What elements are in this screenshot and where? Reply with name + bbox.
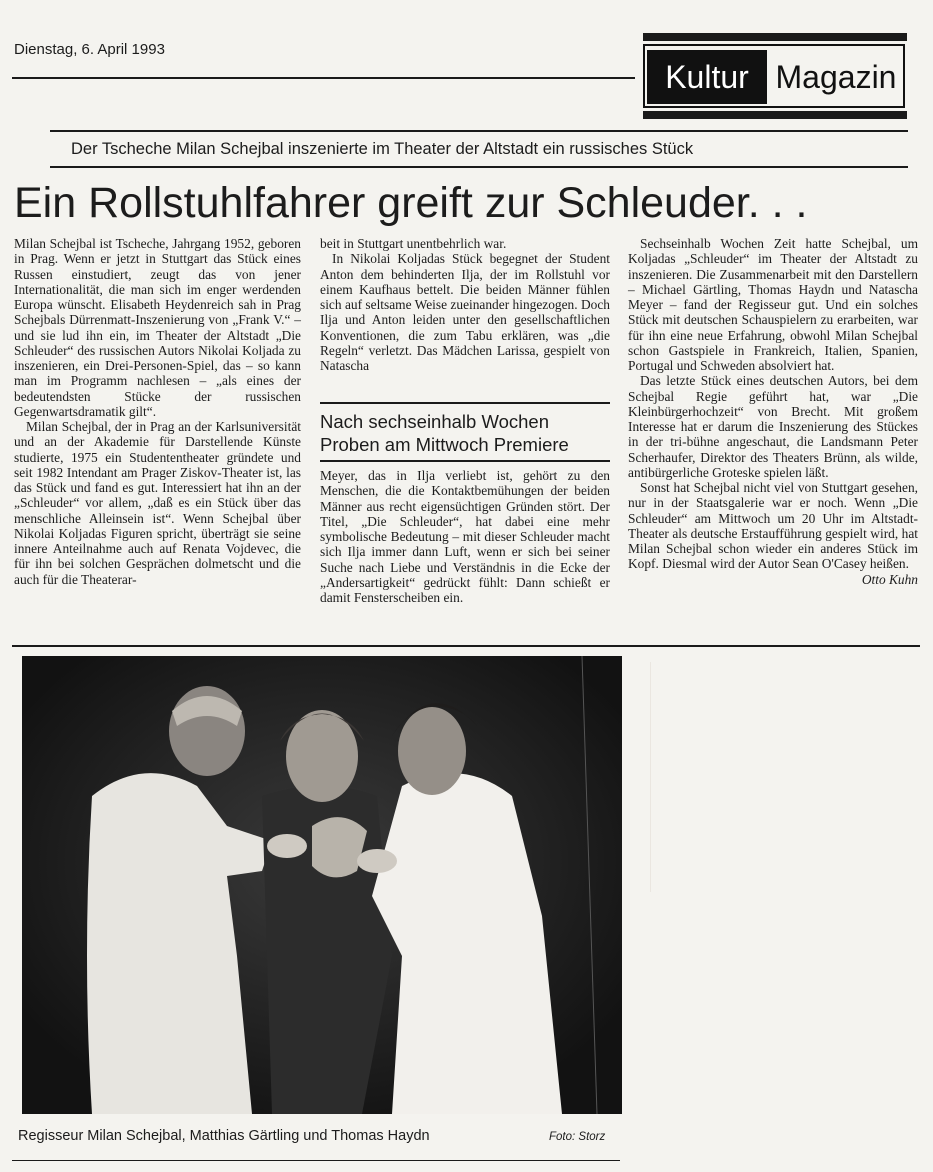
paragraph: Milan Schejbal ist Tscheche, Jahrgang 1952, geboren in Prag. Wenn er jetzt in Stuttgart das Stück eines Russen einstudiert, zeugt das von jener Internationalität, die man sich im enger werdenden Europa wünscht. Elisabeth Heydenreich sah in Prag Schejbals Dürrenmatt-Inszenierung von „Frank V.“ – und sie lud ihn ein, im Theater der Altstadt „Die Schleuder“ des russischen Autors Nikolai Koljada zu inszenieren, ein Drei-Personen-Spiel, das – so kann man im Programm nachlesen – „als eines der bedeutendsten Stücke der russischen Gegenwartsdramatik gilt“. [14, 236, 301, 419]
paragraph: Sechseinhalb Wochen Zeit hatte Schejbal, um Koljadas „Schleuder“ im Theater der Altstadt zu inszenieren. Die Zusammenarbeit mit den Darstellern – Michael Gärtling, Thomas Haydn und Natascha Meyer – fand der Regisseur gut. Und ein solches Stück mit deutschen Schauspielern zu erarbeiten, war für ihn eine neue Erfahrung, obwohl Milan Schejbal schon Gastspiele in Frankreich, Italien, Spanien, Portugal und Schweden absolviert hat. [628, 236, 918, 373]
paragraph: Sonst hat Schejbal nicht viel von Stuttgart gesehen, nur in der Staatsgalerie war er noch. Wenn „Die Schleuder“ am Mittwoch um 20 Uhr im Altstadt-Theater als deutsche Erstaufführung gespielt wird, hat Milan Schejbal schon wieder ein anderes Stück im Kopf. Diesmal wird der Autor Sean O'Casey heißen. [628, 480, 918, 572]
kicker-rule-top [50, 130, 908, 132]
section-logo [643, 44, 905, 108]
logo-magazin: Magazin [775, 59, 897, 95]
bleed-through-area [650, 662, 910, 892]
kicker-rule-bottom [50, 166, 908, 168]
footer-rule [12, 1160, 620, 1161]
subhead-rule-top [320, 402, 610, 404]
photo-illustration [22, 656, 622, 1114]
article-bottom-rule [12, 645, 920, 647]
headline: Ein Rollstuhlfahrer greift zur Schleuder. . . [14, 179, 808, 227]
photo-caption: Regisseur Milan Schejbal, Matthias Gärtling und Thomas Haydn [18, 1128, 430, 1144]
article-column-2 [320, 236, 610, 373]
paragraph: beit in Stuttgart unentbehrlich war. [320, 236, 507, 251]
article-column-1 [14, 236, 301, 587]
stage-photo [22, 656, 622, 1114]
photo-credit: Foto: Storz [549, 1131, 606, 1143]
issue-date: Dienstag, 6. April 1993 [14, 41, 165, 58]
logo-bar-top [643, 33, 907, 41]
article-kicker: Der Tscheche Milan Schejbal inszenierte im Theater der Altstadt ein russisches Stück [71, 140, 694, 158]
logo-bar-bottom [643, 111, 907, 119]
paragraph: In Nikolai Koljadas Stück begegnet der Student Anton dem behinderten Ilja, der im Rollstuhl vor einem Kaufhaus bettelt. Die beiden Männer fühlen sich auf seltsame Weise zueinander hingezogen. Doch Ilja und Anton leiden unter den gesellschaftlichen Konventionen, die zum Tabu erklären, was „die Regeln“ verletzt. Das Mädchen Larissa, gespielt von Natascha [320, 251, 610, 373]
subheading-line-1: Nach sechseinhalb Wochen [320, 411, 549, 432]
paragraph: Meyer, das in Ilja verliebt ist, gehört zu den Menschen, die die Kontaktbemühungen der beiden Männer aus recht eigensüchtigen Gründen stört. Der Titel, „Die Schleuder“, hat dabei eine mehr symbolische Bedeutung – mit dieser Schleuder macht sich Ilja immer dann Luft, wenn er sich bei seiner Suche nach Liebe und Verständnis in die Ecke der „Andersartigkeit“ gedrückt fühlt: Dann schießt er damit Fensterscheiben ein. [320, 468, 610, 605]
paragraph: Milan Schejbal, der in Prag an der Karlsuniversität und an der Akademie für Darstellende Künste studierte, 1975 ein Studententheater gründete und seit 1982 Intendant am Prager Ziskov-Theater ist, las das Stück und fand es gut. Interessiert hat ihn an der „Schleuder“ vor allem, „daß es ein Stück über das menschliche Alleinsein ist“. Wenn Schejbal über Nikolai Koljadas Figuren spricht, überträgt sie seine innere Anteilnahme auch auf Renata Vojdevec, die für ihn bei solchen Gesprächen dolmetscht und die auch für die Theaterar- [14, 419, 301, 587]
article-column-3 [628, 236, 918, 587]
header-rule [12, 77, 635, 79]
subheading-line-2: Proben am Mittwoch Premiere [320, 434, 569, 455]
article-column-2-continued [320, 468, 610, 605]
author-byline: Otto Kuhn [861, 571, 918, 587]
paragraph: Das letzte Stück eines deutschen Autors, bei dem Schejbal Regie geführt hat, war „Die Kleinbürgerhochzeit“ von Brecht. Mit großem Interesse hat er darum die Inszenierung des Stückes in der tri-bühne angeschaut, die Landsmann Peter Scherhaufer, Direktor des Theaters Brünn, als wilde, antibürgerliche Groteske spielen läßt. [628, 373, 918, 480]
logo-kultur: Kultur [647, 50, 767, 104]
subheading [320, 410, 610, 456]
subhead-rule-bottom [320, 460, 610, 462]
